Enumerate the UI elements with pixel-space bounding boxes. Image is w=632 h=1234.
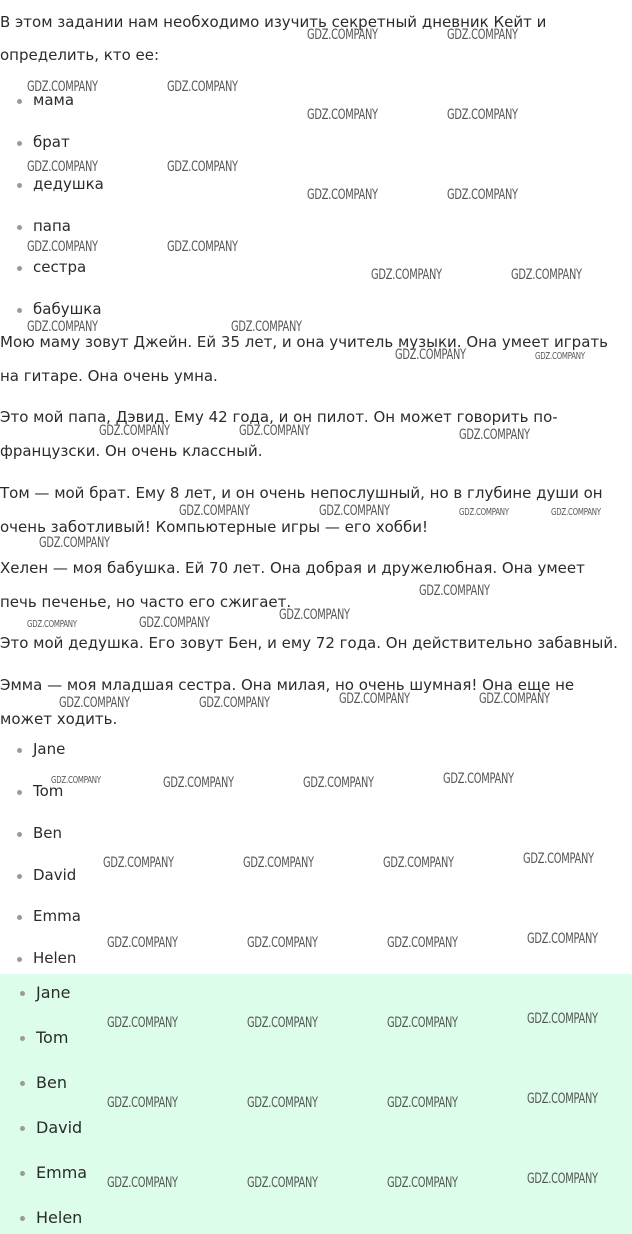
watermark: GDZ.COMPANY <box>27 319 98 335</box>
watermark: GDZ.COMPANY <box>419 583 490 599</box>
list-item: дедушка <box>33 175 104 193</box>
bullet-icon <box>17 748 22 753</box>
watermark: GDZ.COMPANY <box>339 691 410 707</box>
watermark: GDZ.COMPANY <box>167 239 238 255</box>
watermark: GDZ.COMPANY <box>243 855 314 871</box>
watermark: GDZ.COMPANY <box>51 775 101 786</box>
watermark: GDZ.COMPANY <box>107 935 178 951</box>
watermark: GDZ.COMPANY <box>307 27 378 43</box>
bullet-icon <box>17 225 22 230</box>
list-item: бабушка <box>33 300 102 318</box>
watermark: GDZ.COMPANY <box>319 503 390 519</box>
watermark: GDZ.COMPANY <box>107 1015 178 1031</box>
watermark: GDZ.COMPANY <box>523 851 594 867</box>
list-item: Jane <box>33 740 65 758</box>
list-item: Emma <box>33 907 81 925</box>
list-item: Jane <box>36 983 71 1002</box>
paragraph-brother: Том — мой брат. Ему 8 лет, и он очень непослушный, но в глубине души он очень заботливый! Компьютерные игры — его хобби! <box>0 484 603 536</box>
watermark: GDZ.COMPANY <box>511 267 582 283</box>
watermark: GDZ.COMPANY <box>247 935 318 951</box>
bullet-icon <box>17 99 22 104</box>
watermark: GDZ.COMPANY <box>179 503 250 519</box>
bullet-icon <box>17 957 22 962</box>
bullet-icon <box>17 308 22 313</box>
bullet-icon <box>17 874 22 879</box>
paragraph-sister: Эмма — моя младшая сестра. Она милая, но очень шумная! Она еще не может ходить. <box>0 676 575 728</box>
watermark: GDZ.COMPANY <box>459 427 530 443</box>
watermark: GDZ.COMPANY <box>307 187 378 203</box>
watermark: GDZ.COMPANY <box>479 691 550 707</box>
watermark: GDZ.COMPANY <box>107 1175 178 1191</box>
watermark: GDZ.COMPANY <box>527 931 598 947</box>
paragraph-dad: Это мой папа, Дэвид. Ему 42 года, и он пилот. Он может говорить по-французски. Он очень классный. <box>0 408 558 460</box>
bullet-icon <box>17 790 22 795</box>
list-item: Ben <box>36 1073 67 1092</box>
paragraph-grandmother: Хелен — моя бабушка. Ей 70 лет. Она добрая и дружелюбная. Она умеет печь печенье, но часто его сжигает. <box>0 559 585 611</box>
watermark: GDZ.COMPANY <box>443 771 514 787</box>
bullet-icon <box>20 1081 25 1086</box>
watermark: GDZ.COMPANY <box>27 239 98 255</box>
watermark: GDZ.COMPANY <box>383 855 454 871</box>
watermark: GDZ.COMPANY <box>279 607 350 623</box>
list-item: папа <box>33 217 71 235</box>
watermark: GDZ.COMPANY <box>387 1095 458 1111</box>
list-item: Helen <box>36 1208 82 1227</box>
list-item: Tom <box>33 782 63 800</box>
paragraph-mom: Мою маму зовут Джейн. Ей 35 лет, и она учитель музыки. Она умеет играть на гитаре. Она очень умна. <box>0 333 608 385</box>
watermark: GDZ.COMPANY <box>459 507 509 518</box>
watermark: GDZ.COMPANY <box>231 319 302 335</box>
list-item: Helen <box>33 949 76 967</box>
watermark: GDZ.COMPANY <box>167 79 238 95</box>
watermark: GDZ.COMPANY <box>247 1015 318 1031</box>
bullet-icon <box>20 991 25 996</box>
watermark: GDZ.COMPANY <box>551 507 601 518</box>
bullet-icon <box>17 832 22 837</box>
list-item: Emma <box>36 1163 87 1182</box>
list-item: мама <box>33 91 74 109</box>
watermark: GDZ.COMPANY <box>447 107 518 123</box>
watermark: GDZ.COMPANY <box>527 1171 598 1187</box>
paragraph-grandfather: Это мой дедушка. Его зовут Бен, и ему 72 года. Он действительно забавный. <box>0 634 618 652</box>
watermark: GDZ.COMPANY <box>307 107 378 123</box>
watermark: GDZ.COMPANY <box>247 1175 318 1191</box>
watermark: GDZ.COMPANY <box>59 695 130 711</box>
watermark: GDZ.COMPANY <box>303 775 374 791</box>
watermark: GDZ.COMPANY <box>99 423 170 439</box>
watermark: GDZ.COMPANY <box>395 347 466 363</box>
bullet-icon <box>20 1216 25 1221</box>
watermark: GDZ.COMPANY <box>371 267 442 283</box>
watermark: GDZ.COMPANY <box>27 79 98 95</box>
watermark: GDZ.COMPANY <box>107 1095 178 1111</box>
list-item: David <box>36 1118 82 1137</box>
list-item: Tom <box>36 1028 68 1047</box>
watermark: GDZ.COMPANY <box>527 1011 598 1027</box>
bullet-icon <box>17 915 22 920</box>
watermark: GDZ.COMPANY <box>247 1095 318 1111</box>
watermark: GDZ.COMPANY <box>27 159 98 175</box>
watermark: GDZ.COMPANY <box>163 775 234 791</box>
bullet-icon <box>20 1036 25 1041</box>
watermark: GDZ.COMPANY <box>527 1091 598 1107</box>
watermark: GDZ.COMPANY <box>27 619 77 630</box>
watermark: GDZ.COMPANY <box>447 187 518 203</box>
watermark: GDZ.COMPANY <box>535 351 585 362</box>
list-item: брат <box>33 133 70 151</box>
list-item: Ben <box>33 824 62 842</box>
watermark: GDZ.COMPANY <box>103 855 174 871</box>
watermark: GDZ.COMPANY <box>167 159 238 175</box>
bullet-icon <box>20 1126 25 1131</box>
watermark: GDZ.COMPANY <box>447 27 518 43</box>
watermark: GDZ.COMPANY <box>199 695 270 711</box>
watermark: GDZ.COMPANY <box>387 935 458 951</box>
bullet-icon <box>17 266 22 271</box>
watermark: GDZ.COMPANY <box>387 1175 458 1191</box>
intro-text: В этом задании нам необходимо изучить секретный дневник Кейт и определить, кто ее: <box>0 13 547 64</box>
bullet-icon <box>20 1171 25 1176</box>
list-item: David <box>33 866 76 884</box>
bullet-icon <box>17 141 22 146</box>
watermark: GDZ.COMPANY <box>139 615 210 631</box>
watermark: GDZ.COMPANY <box>239 423 310 439</box>
bullet-icon <box>17 183 22 188</box>
watermark: GDZ.COMPANY <box>387 1015 458 1031</box>
list-item: сестра <box>33 258 86 276</box>
watermark: GDZ.COMPANY <box>39 535 110 551</box>
